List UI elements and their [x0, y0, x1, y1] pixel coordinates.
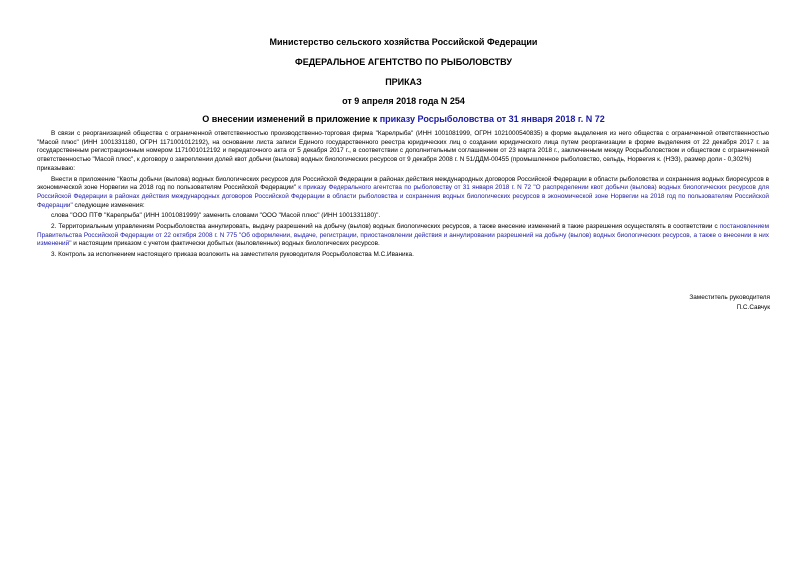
- date-number-heading: от 9 апреля 2018 года N 254: [342, 96, 465, 106]
- order-word: приказываю:: [37, 164, 75, 172]
- doc-type-heading: ПРИКАЗ: [385, 77, 422, 87]
- item-3-paragraph: 3. Контроль за исполнением настоящего приказа возложить на заместителя руководителя Росрыболовства М.С.Иваника.: [51, 251, 414, 259]
- ministry-heading: Министерство сельского хозяйства Российской Федерации: [269, 37, 538, 47]
- order-72-link[interactable]: к приказу Федерального агентства по рыболовству от 31 января 2018 г. N 72 "О распределении квот добычи (вылова) водных биологических ресурсов для Российской Федерации в районах действия международных договоров Российской Федерации в области рыболовства и сохранения водных биологических ресурсов в экономической зоне Норвегии на 2018 год по пользователям Российской Федерации": [37, 184, 769, 209]
- resolution-775-link[interactable]: постановлением Правительства Российской Федерации от 22 октября 2008 г. N 775 "Об оформлении, выдаче, регистрации, приостановлении действия и аннулировании разрешений на добычу (вылов) водных биологических ресурсов, а также о внесении в них изменений": [37, 223, 769, 248]
- item-2-text: 2. Территориальным управлениям Росрыболовства аннулировать, выдачу разрешений на добычу (вылов) водных биологических ресурсов, а также внесение изменений в такие разрешения осуществлять в соответствии с: [51, 223, 720, 231]
- signature-name: П.С.Савчук: [736, 304, 770, 311]
- item-2-paragraph: [37, 223, 769, 249]
- preamble-paragraph: В связи с реорганизацией общества с ограниченной ответственностью производственно-торговая фирма "Карелрыба" (ИНН 1001081999, ОГРН 1021000540835) в форме выделения из него общества с ограниченной ответственностью "Масой плюс" (ИНН 1001331180, ОГРН 1171001012192), на основании листа записи Единого государственного реестра юридических лиц о создании юридического лица путем реорганизации в форме выделения от 22 декабря 2017 г. за государственным регистрационным номером 1171001012192 и передаточного акта от 5 декабря 2017 г., в соответствии с дополнительным соглашением от 23 марта 2018 г., заключенным между Росрыболовством и обществом с ограниченной ответственностью "Масой плюс", к договору о закреплении долей квот добычи (вылова) водных биологических ресурсов от 9 декабря 2008 г. N 51/ДДМ-00455 (промышленное рыболовство, сельдь, Норвегия к. (НЭЗ), размер доли - 0,302%): [37, 130, 769, 164]
- document-title: [0, 114, 807, 125]
- item-1-paragraph: [37, 176, 769, 211]
- signature-position: Заместитель руководителя: [689, 294, 770, 301]
- item-2-tail: и настоящим приказом с учетом фактически добытых (выловленных) водных биологических ресурсов.: [71, 240, 380, 248]
- replacement-paragraph: слова "ООО ПТФ "Карелрыба" (ИНН 1001081999)" заменить словами "ООО "Масой плюс" (ИНН 1001331180)".: [51, 212, 381, 220]
- item-1-tail: следующие изменения:: [72, 201, 145, 209]
- title-order-link[interactable]: приказу Росрыболовства от 31 января 2018 г. N 72: [379, 114, 605, 124]
- item-1-text: Внести в приложение "Квоты добычи (вылова) водных биологических ресурсов для Российской Федерации в районах действия международных договоров Российской Федерации в области рыболовства и сохранения водных биоресурсов в экономической зоне Норвегии на 2018 год по пользователям Российской Федерации": [37, 175, 769, 192]
- document-body: [37, 130, 769, 260]
- title-prefix: О внесении изменений в приложение к: [202, 114, 380, 124]
- agency-heading: ФЕДЕРАЛЬНОЕ АГЕНТСТВО ПО РЫБОЛОВСТВУ: [295, 57, 512, 67]
